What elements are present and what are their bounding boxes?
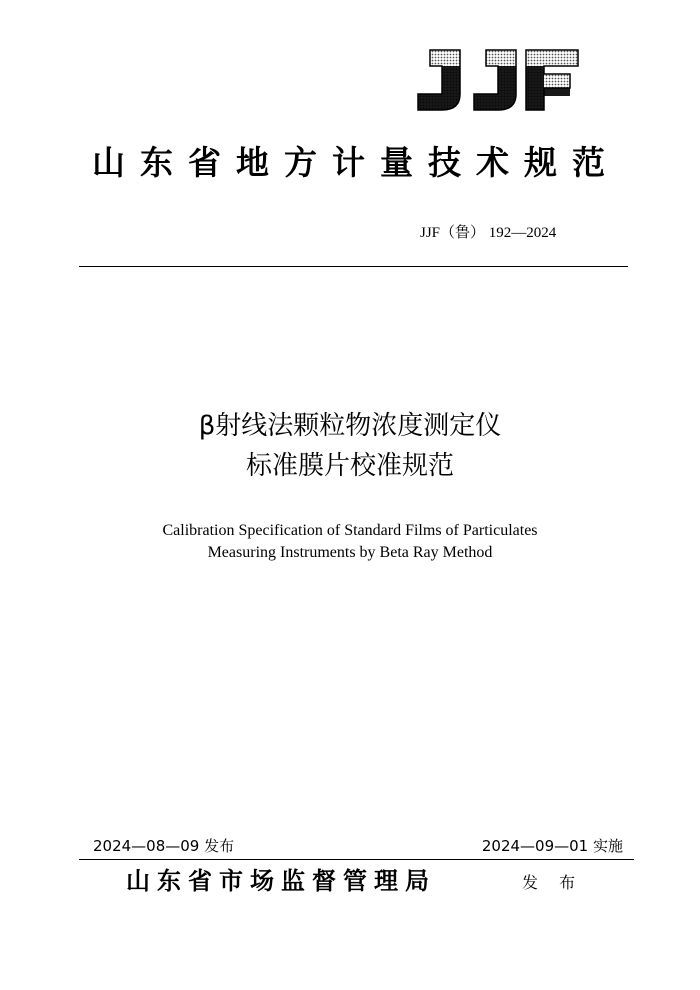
implementation-date: 2024—09—01 实施 xyxy=(481,837,623,855)
standard-category-title: 山东省地方计量技术规范 xyxy=(92,143,620,182)
document-title-en-line2: Measuring Instruments by Beta Ray Method xyxy=(207,544,493,561)
header-divider xyxy=(79,266,628,267)
logo-letter-j-2 xyxy=(474,50,516,110)
footer-divider xyxy=(79,859,634,860)
document-title-cn-line2: 标准膜片校准规范 xyxy=(245,451,454,481)
issue-label: 发 布 xyxy=(522,873,584,892)
logo-letter-j-1 xyxy=(418,50,460,110)
document-title-cn-line1: β射线法颗粒物浓度测定仪 xyxy=(198,411,502,441)
document-title-en-line1: Calibration Specification of Standard Films of Particulates xyxy=(162,522,538,539)
document-title-en xyxy=(0,520,700,564)
issue-date: 2024—08—09 发布 xyxy=(93,837,235,855)
jjf-logo xyxy=(410,44,582,116)
document-title-cn xyxy=(0,406,700,486)
issuing-authority: 山东省市场监督管理局 xyxy=(126,866,436,895)
standard-number: JJF（鲁） 192—2024 xyxy=(420,225,557,241)
logo-letter-f xyxy=(526,50,578,110)
